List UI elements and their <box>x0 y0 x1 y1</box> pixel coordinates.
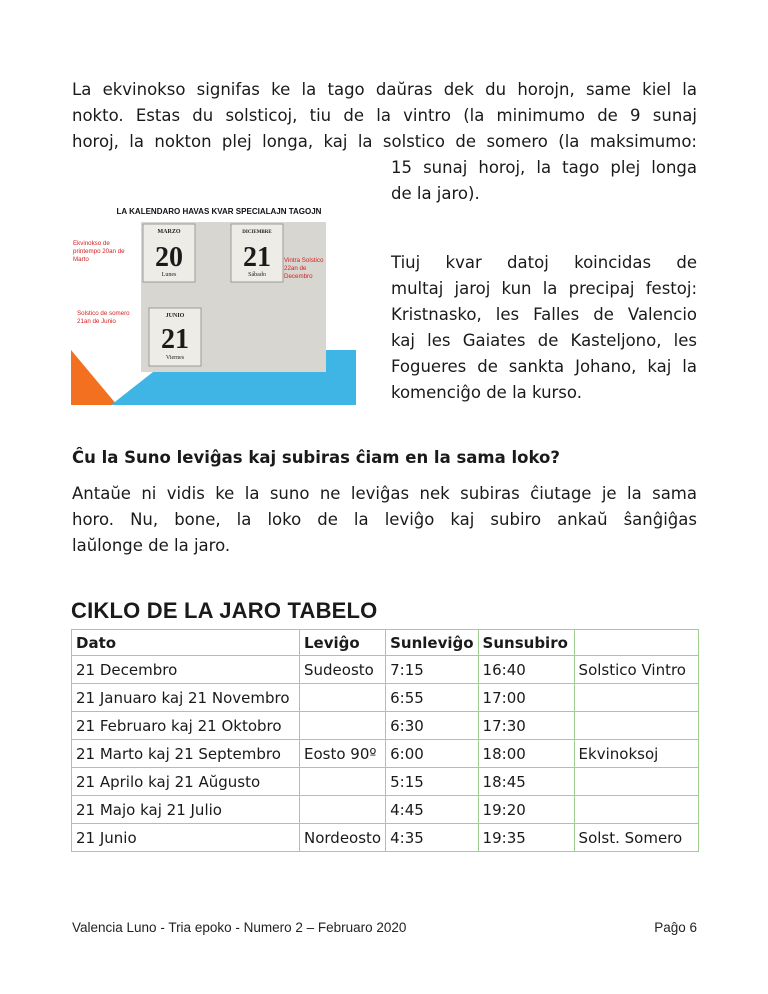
table-row <box>72 824 699 852</box>
cell-levigo <box>300 768 386 796</box>
cell-sunlevigo: 4:35 <box>386 824 478 852</box>
footer-page-number: Paĝo 6 <box>654 920 697 935</box>
label-somero-2: 21an de Junio <box>77 318 116 325</box>
cell-levigo: Sudeosto <box>300 656 386 684</box>
label-ekvinokso-3: Marto <box>73 256 89 263</box>
cell-sunsubiro: 16:40 <box>478 656 574 684</box>
table-title: CIKLO DE LA JARO TABELO <box>71 598 378 623</box>
cell-note <box>574 796 698 824</box>
festivals-line: komenciĝo de la kurso. <box>391 383 582 402</box>
cell-levigo <box>300 796 386 824</box>
cell-levigo <box>300 684 386 712</box>
cell-dato: 21 Februaro kaj 21 Oktobro <box>72 712 300 740</box>
cell-sunlevigo: 6:30 <box>386 712 478 740</box>
intro-line: horoj, la nokton plej longa, kaj la solstico de somero (la maksimumo: <box>72 132 697 151</box>
table-row <box>72 712 699 740</box>
header-dato: Dato <box>72 630 300 656</box>
table-header-row <box>72 630 699 656</box>
header-sunlevigo: Sunleviĝo <box>386 630 478 656</box>
page-june-day: 21 <box>161 324 189 355</box>
cell-sunlevigo: 7:15 <box>386 656 478 684</box>
header-levigo: Leviĝo <box>300 630 386 656</box>
question-heading: Ĉu la Suno leviĝas kaj subiras ĉiam en la sama loko? <box>72 448 560 467</box>
table-row <box>72 684 699 712</box>
page-december-month: DICIEMBRE <box>242 230 272 235</box>
page-june-weekday: Viernes <box>165 355 185 361</box>
cell-note <box>574 684 698 712</box>
label-ekvinokso-2: printempo 20an de <box>73 248 125 255</box>
festivals-line: multaj jaroj kun la precipaj festoj: <box>391 279 697 298</box>
cell-sunlevigo: 6:00 <box>386 740 478 768</box>
cell-levigo: Nordeosto <box>300 824 386 852</box>
cell-note: Ekvinoksoj <box>574 740 698 768</box>
page-march-day: 20 <box>155 242 183 273</box>
page-december-day: 21 <box>243 242 271 273</box>
cell-note <box>574 712 698 740</box>
cell-levigo <box>300 712 386 740</box>
question-paragraph <box>72 481 697 559</box>
cell-dato: 21 Januaro kaj 21 Novembro <box>72 684 300 712</box>
cycle-table <box>71 629 699 852</box>
calendar-illustration <box>71 200 356 405</box>
page-march-month: MARZO <box>157 229 181 235</box>
label-vintra-3: Decembro <box>284 273 313 280</box>
intro-line: nokto. Estas du solsticoj, tiu de la vintro (la minimumo de 9 sunaj <box>72 106 697 125</box>
label-somero-1: Solstico de somero <box>77 310 130 317</box>
cell-sunsubiro: 19:20 <box>478 796 574 824</box>
calendar-figure <box>71 200 356 405</box>
orange-triangle <box>71 350 117 405</box>
cell-note: Solst. Somero <box>574 824 698 852</box>
intro-line: La ekvinokso signifas ke la tago daŭras dek du horojn, same kiel la <box>72 80 697 99</box>
page-june-month: JUNIO <box>165 313 185 319</box>
page-december-weekday: Sábado <box>248 272 266 278</box>
table-row <box>72 740 699 768</box>
festivals-line: Fogueres de sankta Johano, kaj la <box>391 357 697 376</box>
figure-title: LA KALENDARO HAVAS KVAR SPECIALAJN TAGOJN <box>116 207 322 216</box>
cell-sunlevigo: 6:55 <box>386 684 478 712</box>
festivals-line: Kristnasko, les Falles de Valencio <box>391 305 697 324</box>
cell-levigo: Eosto 90º <box>300 740 386 768</box>
header-sunsubiro: Sunsubiro <box>478 630 574 656</box>
cell-sunsubiro: 19:35 <box>478 824 574 852</box>
cell-sunsubiro: 17:30 <box>478 712 574 740</box>
table-row <box>72 796 699 824</box>
page-march-weekday: Lunes <box>161 272 177 278</box>
intro-continuation <box>391 155 697 207</box>
intro-line: 15 sunaj horoj, la tago plej longa <box>391 158 697 177</box>
label-vintra-1: Vintra Solstico <box>284 257 324 264</box>
festivals-paragraph <box>391 250 697 406</box>
question-line: horo. Nu, bone, la loko de la leviĝo kaj subiro ankaŭ ŝanĝiĝas <box>72 510 697 529</box>
question-line: laŭlonge de la jaro. <box>72 536 231 555</box>
cell-dato: 21 Decembro <box>72 656 300 684</box>
cell-dato: 21 Marto kaj 21 Septembro <box>72 740 300 768</box>
cell-sunlevigo: 5:15 <box>386 768 478 796</box>
cell-dato: 21 Majo kaj 21 Julio <box>72 796 300 824</box>
festivals-line: Tiuj kvar datoj koincidas de <box>391 253 697 272</box>
cell-note <box>574 768 698 796</box>
footer-publication: Valencia Luno - Tria epoko - Numero 2 – Februaro 2020 <box>72 920 407 935</box>
question-line: Antaŭe ni vidis ke la suno ne leviĝas nek subiras ĉiutage je la sama <box>72 484 697 503</box>
intro-paragraph <box>72 77 697 155</box>
cell-dato: 21 Aprilo kaj 21 Aŭgusto <box>72 768 300 796</box>
label-ekvinokso-1: Ekvinokso de <box>73 240 110 247</box>
label-vintra-2: 22an de <box>284 265 307 272</box>
cell-sunsubiro: 18:00 <box>478 740 574 768</box>
cell-sunsubiro: 17:00 <box>478 684 574 712</box>
festivals-line: kaj les Gaiates de Kasteljono, les <box>391 331 697 350</box>
intro-line: de la jaro). <box>391 184 480 203</box>
cell-sunlevigo: 4:45 <box>386 796 478 824</box>
cell-sunsubiro: 18:45 <box>478 768 574 796</box>
cell-dato: 21 Junio <box>72 824 300 852</box>
table-row <box>72 656 699 684</box>
cell-note: Solstico Vintro <box>574 656 698 684</box>
header-note <box>574 630 698 656</box>
table-row <box>72 768 699 796</box>
